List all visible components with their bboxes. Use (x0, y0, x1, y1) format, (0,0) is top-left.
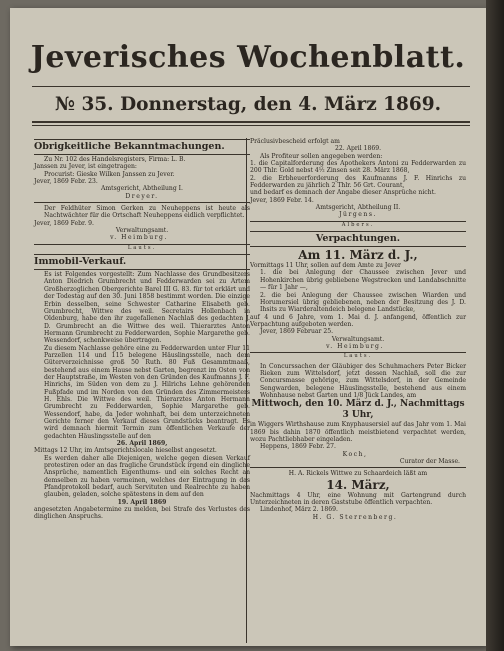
sale-paragraph: Zu diesem Nachlasse gehöre eine zu Fedderwarden unter Flur 11 Parzellen 114 und 115 belegene Häuslingsstelle, nach dem Güterverzeichnisse groß 50 Ruth. 80 Fuß Gesammtmaaß, bestehend aus einem Hause nebst Garten, begrenzt im Osten von der Hauptstraße, im Westen von den Gründen des Kaufmanns J. F. Hinrichs, im Süden von dem zu J. Hilrichs Lehne gehörenden Fußpfade und im Norden von den Gründen des Zimmermeisters H. Ehls. Die Wittwe des weil. Thierarztes Anton Hermann Grumbrecht zu Fedderwarden, Sophie Margarethe geb. Wessendorf, habe, da Jeder wohnhaft, bei dem unterzeichneten Gerichte ferner den Verkauf dieses Grundstücks beantragt. Es wird demnach hiermit Termin zum öffentlichen Verkaufe der gedachten Häuslingsstelle auf den (44, 344, 250, 440)
notice-office: Amtsgericht, Abtheilung II. (315, 204, 401, 212)
newspaper-page (10, 8, 486, 646)
signature-label: Lauts. (34, 244, 250, 252)
sale-paragraph: Es ist Folgendes vorgestellt: Zum Nachlasse des Grundbesitzers Anton Diedrich Grumbrecht und Fedderwarden sei zu Artem Großherzoglichen Obergerichte Barel III G. 83. für tot erklärt und der Todestag auf den 30. Juni 1858 bestimmt worden. Die einzige Erbin desselben, seine Schwester Catharine Elisabeth geb. Grumbrecht, Wittwe des weil. Secretairs Hollenbach in Oldenburg, habe den ihr zugefallenen Nachlaß des gedachten J. D. Grumbrecht an die Wittwe des weil. Thierarztes Anton Hermann Grumbrecht zu Fedderwarden, Sophie Margarethe geb. Wessendorf, schenkweise übertragen. (44, 271, 250, 345)
issue-line (10, 94, 486, 115)
masthead-title: Jeverisches Wochenblatt. (30, 40, 466, 75)
notice-date: Lindenhof, März 2. 1869. (260, 506, 338, 514)
sale-paragraph: Es werden daher alle Diejenigen, welche gegen diesen Verkauf protestiren oder an das fragliche Grundstück irgend ein dingliche Ansprüche, namentlich Eigenthums- und ein solches Recht an demselben zu haben vermeinen, welches der Eintragung in das Pfandprotokoll bedarf, auch Servituten und Realrechte zu haben glauben, geladen, solche spätestens in dem auf den (44, 454, 250, 499)
lease-text: Vormittags 11 Uhr, sollen auf dem Amte zu Jever (250, 262, 401, 270)
notice-date: Heppens, 1869 Febr. 27. (260, 443, 336, 451)
notice-date: Jever, 1869 Febr. 9. (34, 219, 94, 227)
masthead-rule-top (32, 86, 470, 87)
notice-line: Als Profiteur sollen angegeben werden: (260, 152, 383, 160)
signature-label: Lauts. (250, 352, 466, 360)
issue-number: № 35. (54, 94, 114, 115)
notice-role: Curator der Masse. (399, 458, 460, 466)
sale-date: 26. April 1869, (116, 440, 168, 448)
masthead-rule-bottom (32, 121, 470, 123)
issue-day: Donnerstag, (120, 94, 248, 115)
notice-line: 1. die Capitalforderung des Apothekers Antoni zu Fedderwarden zu 200 Thlr. Gold nebst 4½ Zinsen seit 28. März 1868, (250, 160, 466, 175)
notice-date: Jever, 1869 Febr. 14. (250, 196, 314, 204)
notice-line: Zu Nr. 102 des Handelsregisters, Firma: L. B. (44, 156, 186, 163)
signature-label: Albers. (250, 221, 466, 229)
masthead-rule-thin (32, 125, 470, 126)
notice-signature: Dreyer. (125, 192, 159, 200)
left-column (34, 138, 250, 521)
section-title-leases: Verpachtungen. (250, 231, 466, 247)
notice-date: Jever, 1869 Februar 25. (260, 328, 334, 336)
notice-text: Der Feldhüter Simon Gerken zu Neuheppens ist heute als Nachtwächter für die Ortschaft Neuheppens eidlich verpflichtet. (44, 205, 250, 220)
notice-line: 2. die Erbheuerforderung des Kaufmanns J. F. Hinrichs zu Fedderwarden zu jährlich 2 Thlr. 56 Grt. Courant, (250, 174, 466, 190)
sale-paragraph: Mittags 12 Uhr, im Amtsgerichtslocale hieselbst angesetzt. (34, 447, 217, 455)
lease-item: 1. die bei Anlegung der Chaussee zwischen Jever und Hohenkirchen übrig gebliebene Wegstrecken und Landabschnitte — für 1 Jahr —, (260, 269, 466, 292)
lease-text: H. A. Rickels Wittwe zu Schaardeich läßt am (288, 470, 428, 478)
divider (34, 202, 250, 203)
lease-text: auf 4 und 6 Jahre, vom 1. Mai d. J. anfangend, öffentlich zur Verpachtung aufgeboten werden. (250, 313, 466, 328)
lease-date-heading: Mittwoch, den 10. März d. J., Nachmittags 3 Uhr, (251, 399, 465, 421)
lease-text: Nachmittags 4 Uhr, eine Wohnung mit Gartengrund durch Unterzeichneten in deren Gaststube öffentlich verpachten. (250, 491, 466, 507)
notice-signature: v. Heimburg. (326, 342, 384, 350)
issue-date: den 4. März 1869. (253, 94, 442, 115)
notice-signature: Jürgens. (339, 211, 377, 219)
notice-signature: v. Heimburg. (110, 234, 168, 242)
section-title-sale: Immobil-Verkauf. (34, 254, 250, 270)
notice-line: und bedarf es demnach der Angabe dieser Ansprüche nicht. (250, 189, 436, 197)
notice-office: Verwaltungsamt. (331, 335, 385, 343)
notice-office: Amtsgericht, Abtheilung I. (101, 185, 183, 193)
notice-line: Janssen zu Jever, ist eingetragen: (34, 163, 137, 171)
lease-date-heading: 14. März, (326, 477, 390, 492)
lease-text: in Wiggers Wirthshause zum Knyphausersiel auf das Jahr vom 1. Mai 1869 bis dahin 1870 öffentlich meistbietend verpachtet werden, wozu Pachtliebhaber eingeladen. (250, 421, 466, 443)
lease-item: 2. die bei Anlegung der Chaussee zwischen Wiarden und Horumersiel übrig gebliebenen, neben der Besitzung des J. D. Ihsits zu Wiarderaltendeich belegene Landstücke, (260, 291, 466, 314)
notice-office: Verwaltungsamt. (115, 227, 169, 235)
right-column (250, 138, 466, 521)
sale-paragraph: angesetzten Angabetermine zu melden, bei Strafe des Verlustes des dinglichen Anspruchs. (34, 506, 250, 521)
notice-signature: Koch, (342, 450, 368, 458)
lease-date-heading: Am 11. März d. J., (298, 248, 418, 263)
lease-text: In Concurssachen der Gläubiger des Schuhmachers Peter Bicker Rieken zum Wittelsdorf, jetzt dessen Nachlaß, soll die zur Concursmasse gehörige, zum Wittelsdorf, in der Gemeinde Sengwarden, belegene Häuslingsstelle, bestehend aus einem Wohnhause nebst Garten und 1/8 Jück Landes, am (260, 362, 466, 399)
section-title-official: Obrigkeitliche Bekanntmachungen. (34, 139, 250, 155)
notice-signature: H. G. Sterrenberg. (312, 513, 398, 521)
notice-line: Jever, 1869 Febr. 23. (34, 178, 98, 186)
notice-line: Präclusivbescheid erfolgt am (250, 138, 340, 145)
divider (250, 467, 466, 468)
notice-line: Procurist: Gieske Wilken Janssen zu Jever. (44, 170, 175, 178)
sale-date: 19. April 1869 (117, 498, 167, 506)
notice-line: 22. April 1869. (334, 145, 382, 153)
book-binding-edge (486, 0, 504, 651)
